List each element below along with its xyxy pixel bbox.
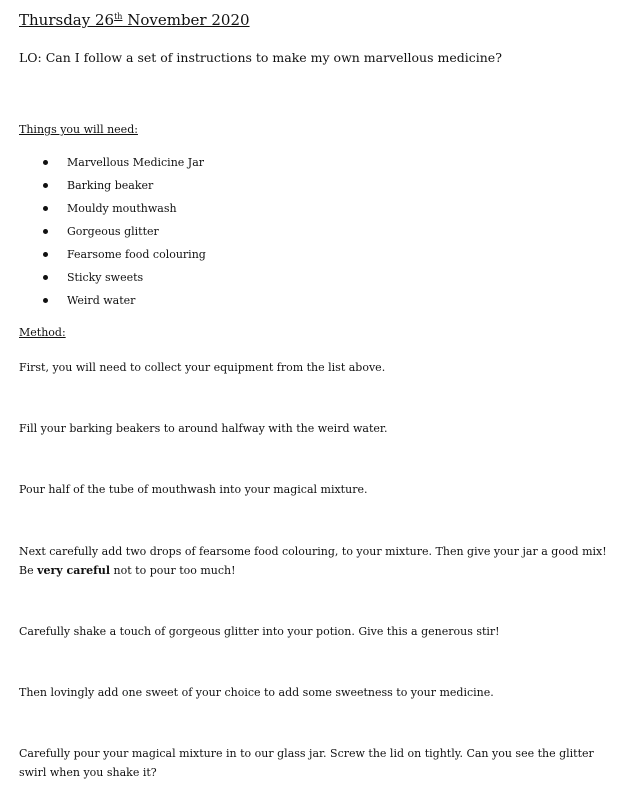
- date-month-year: November 2020: [122, 11, 250, 29]
- list-item-label: Weird water: [67, 294, 136, 307]
- things-heading: Things you will need:: [19, 123, 138, 136]
- method-heading: Method:: [19, 326, 66, 339]
- bullet-icon: [43, 206, 48, 211]
- method-step-4-text-b: not to pour too much!: [110, 564, 236, 577]
- method-step-4-emphasis: very careful: [37, 564, 111, 577]
- list-item: [0, 178, 206, 201]
- bullet-icon: [43, 183, 48, 188]
- method-step-2: Fill your barking beakers to around halfway with the weird water.: [19, 422, 388, 435]
- method-step-6: Then lovingly add one sweet of your choice to add some sweetness to your medicine.: [19, 686, 494, 699]
- list-item: [0, 224, 206, 247]
- method-step-5: Carefully shake a touch of gorgeous glitter into your potion. Give this a generous stir!: [19, 625, 500, 638]
- bullet-icon: [43, 252, 48, 257]
- list-item-label: Mouldy mouthwash: [67, 202, 177, 215]
- list-item: [0, 247, 206, 270]
- date-day: Thursday 26: [19, 11, 115, 29]
- list-item-label: Gorgeous glitter: [67, 225, 159, 238]
- method-step-7: Carefully pour your magical mixture in to our glass jar. Screw the lid on tightly. Can you see the glitter swirl when you shake it?: [19, 747, 594, 779]
- date-heading: [19, 11, 250, 29]
- list-item: [0, 270, 206, 293]
- bullet-icon: [43, 275, 48, 280]
- date-ordinal-suffix: th: [114, 12, 123, 21]
- list-item-label: Marvellous Medicine Jar: [67, 156, 205, 169]
- list-item-label: Barking beaker: [67, 179, 154, 192]
- learning-objective: LO: Can I follow a set of instructions to make my own marvellous medicine?: [19, 50, 502, 65]
- equipment-list: [0, 155, 206, 316]
- method-step-4-text-a: Next carefully add two drops of fearsome food colouring, to your mixture. Then give your jar a good mix! Be: [19, 545, 607, 577]
- bullet-icon: [43, 298, 48, 303]
- list-item: [0, 293, 206, 316]
- list-item-label: Sticky sweets: [67, 271, 144, 284]
- list-item: [0, 155, 206, 178]
- list-item: [0, 201, 206, 224]
- list-item-label: Fearsome food colouring: [67, 248, 206, 261]
- method-step-1: First, you will need to collect your equipment from the list above.: [19, 361, 386, 374]
- method-step-4: [19, 542, 611, 580]
- bullet-icon: [43, 160, 48, 165]
- bullet-icon: [43, 229, 48, 234]
- method-step-3: Pour half of the tube of mouthwash into your magical mixture.: [19, 483, 368, 496]
